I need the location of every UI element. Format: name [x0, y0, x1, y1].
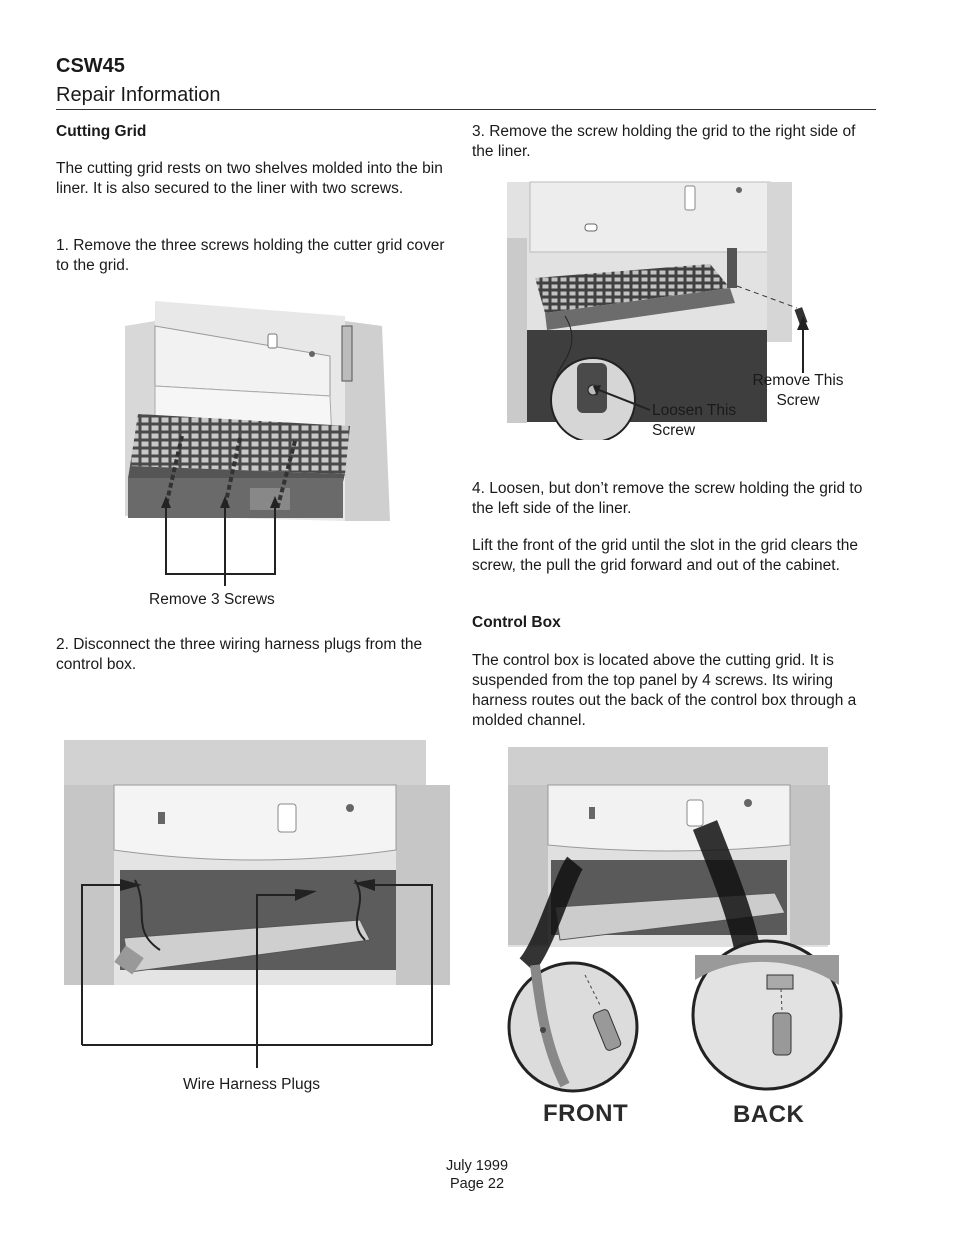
cutting-grid-heading: Cutting Grid	[56, 123, 147, 140]
lift-grid-text: Lift the front of the grid until the slot in the grid clears the screw, the pull the grid forward and out of the cabinet.	[472, 537, 858, 574]
footer-date: July 1999	[445, 1158, 509, 1174]
figure-1-caption: Remove 3 Screws	[149, 591, 275, 608]
footer-page-number: Page 22	[449, 1176, 505, 1192]
fig4-back-label: BACK	[733, 1101, 805, 1128]
figure-wire-harness	[60, 740, 452, 1070]
figure-2-caption: Wire Harness Plugs	[183, 1076, 320, 1093]
header-rule	[56, 109, 876, 110]
figure-remove-screws	[120, 296, 400, 588]
fig3-remove-label: Remove This Screw	[752, 372, 844, 409]
step-3-text: 3. Remove the screw holding the grid to the right side of the liner.	[472, 123, 856, 160]
section-title: Repair Information	[56, 84, 221, 106]
control-box-heading: Control Box	[472, 614, 561, 631]
fig4-front-label: FRONT	[543, 1100, 629, 1127]
step-1-text: 1. Remove the three screws holding the cutter grid cover to the grid.	[56, 237, 445, 274]
step-4-text: 4. Loosen, but don’t remove the screw holding the grid to the left side of the liner.	[472, 480, 863, 517]
control-box-text: The control box is located above the cutting grid. It is suspended from the top panel by 4 screws. Its wiring harness routes out the back of the control box through a molded channel.	[472, 652, 857, 729]
fig3-loosen-label: Loosen This Screw	[652, 402, 737, 439]
cutting-grid-intro: The cutting grid rests on two shelves molded into the bin liner. It is also secured to the liner with two screws.	[56, 160, 443, 197]
model-number: CSW45	[56, 55, 125, 77]
step-2-text: 2. Disconnect the three wiring harness plugs from the control box.	[56, 636, 423, 673]
figure-control-box	[505, 745, 850, 1095]
